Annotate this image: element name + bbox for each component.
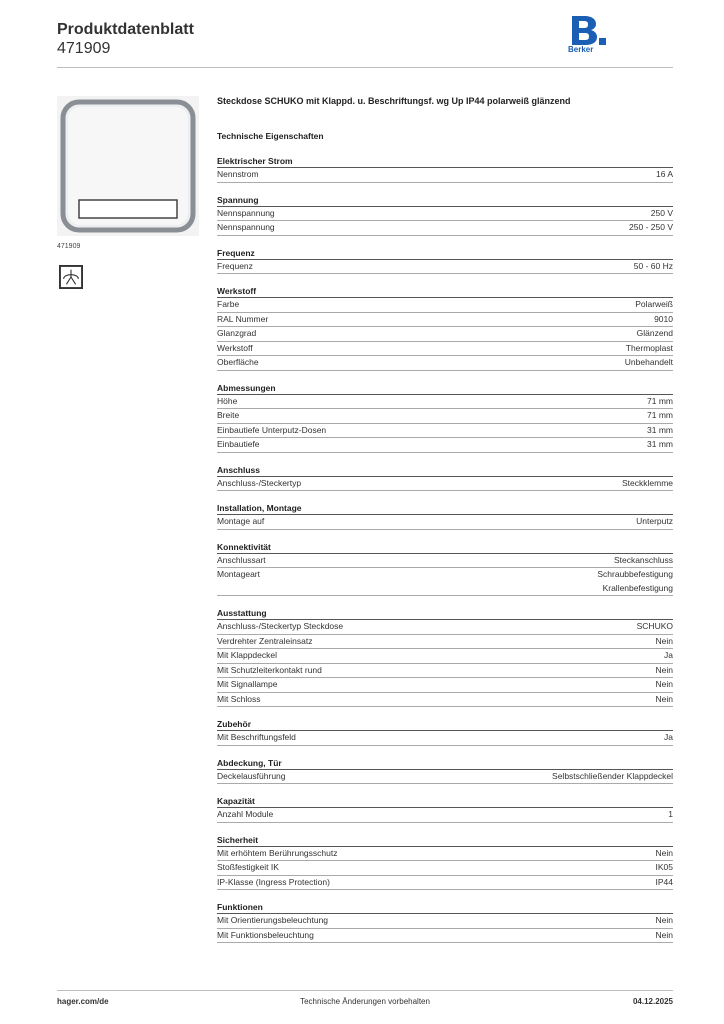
- section-title: Sicherheit: [217, 835, 673, 847]
- section-title: Werkstoff: [217, 286, 673, 298]
- spec-value: [656, 876, 674, 890]
- spec-label: Einbautiefe: [217, 439, 260, 449]
- spec-value-line: 250 - 250 V: [629, 222, 673, 232]
- spec-label: Breite: [217, 410, 240, 420]
- spec-value: [629, 221, 673, 235]
- spec-section: [217, 608, 673, 707]
- spec-label: Mit Signallampe: [217, 679, 278, 689]
- spec-label: Anschluss-/Steckertyp Steckdose: [217, 621, 344, 631]
- spec-value: [635, 298, 673, 312]
- spec-value: [552, 770, 673, 784]
- spec-section: [217, 248, 673, 275]
- spec-row: [217, 770, 673, 785]
- spec-value: [656, 693, 673, 707]
- spec-value: [656, 929, 673, 943]
- spec-row: [217, 327, 673, 342]
- spec-row: [217, 847, 673, 862]
- spec-value-line: Schraubbefestigung: [597, 569, 673, 579]
- spec-value: [634, 260, 673, 274]
- spec-value: [654, 313, 673, 327]
- spec-row: [217, 409, 673, 424]
- spec-value: [656, 168, 673, 182]
- spec-value-line: Steckklemme: [621, 477, 673, 488]
- section-title: Kapazität: [217, 796, 673, 808]
- footer-website: hager.com/de: [57, 997, 109, 1006]
- section-title: Zubehör: [217, 719, 673, 731]
- spec-value: [668, 808, 673, 822]
- spec-section: [217, 796, 673, 823]
- spec-label: Mit erhöhtem Berührungsschutz: [217, 847, 338, 858]
- spec-label: Mit Schloss: [217, 693, 261, 704]
- spec-value-line: Unbehandelt: [624, 357, 673, 367]
- section-title: Anschluss: [217, 465, 673, 477]
- spec-section: [217, 383, 673, 453]
- spec-value: [656, 861, 674, 875]
- spec-label: Einbautiefe Unterputz-Dosen: [217, 424, 327, 435]
- spec-row: [217, 298, 673, 313]
- spec-value-line: 9010: [654, 313, 673, 324]
- spec-section: [217, 286, 673, 371]
- spec-section: [217, 465, 673, 492]
- spec-label: Farbe: [217, 299, 240, 309]
- spec-value-line: Unterputz: [636, 516, 673, 526]
- spec-value: [626, 342, 673, 356]
- spec-row: [217, 342, 673, 357]
- spec-row: [217, 424, 673, 439]
- spec-value-line: Nein: [655, 929, 673, 940]
- spec-section: [217, 503, 673, 530]
- spec-row: [217, 207, 673, 222]
- spec-value-line: Polarweiß: [635, 299, 673, 309]
- footer-disclaimer: Technische Änderungen vorbehalten: [300, 997, 430, 1006]
- spec-row: [217, 914, 673, 929]
- section-title: Konnektivität: [217, 542, 673, 554]
- spec-row: [217, 693, 673, 708]
- spec-value: [656, 678, 673, 692]
- document-header: [57, 20, 194, 58]
- spec-value-line: Thermoplast: [625, 342, 673, 353]
- spec-row: [217, 260, 673, 275]
- spec-value: [625, 356, 673, 370]
- spec-value-line: IK05: [655, 862, 673, 872]
- spec-row: [217, 477, 673, 492]
- spec-label: Anschluss-/Steckertyp: [217, 477, 302, 488]
- spec-value: [647, 438, 673, 452]
- spec-row: [217, 554, 673, 569]
- spec-row: [217, 731, 673, 746]
- spec-value-line: 250 V: [650, 207, 673, 218]
- spec-label: Glanzgrad: [217, 328, 257, 338]
- spec-value: [637, 620, 673, 634]
- spec-label: Mit Beschriftungsfeld: [217, 732, 296, 742]
- article-number: 471909: [57, 40, 111, 57]
- spec-label: Montage auf: [217, 516, 265, 526]
- footer-date: 04.12.2025: [632, 997, 673, 1006]
- spec-value-line: Nein: [655, 693, 673, 704]
- spec-value-line: 71 mm: [647, 395, 673, 406]
- spec-label: Nennstrom: [217, 169, 259, 179]
- spec-value: [647, 395, 673, 409]
- spec-label: Deckelausführung: [217, 770, 286, 781]
- spec-row: [217, 168, 673, 183]
- section-title: Frequenz: [217, 248, 673, 260]
- section-title: Elektrischer Strom: [217, 156, 673, 168]
- spec-row: [217, 861, 673, 876]
- header-divider: [57, 67, 673, 68]
- spec-label: Mit Orientierungsbeleuchtung: [217, 915, 329, 925]
- spec-label: Montageart: [217, 569, 260, 579]
- spec-value: [664, 731, 673, 745]
- spec-label: Anzahl Module: [217, 809, 274, 819]
- spec-label: Mit Funktionsbeleuchtung: [217, 929, 314, 940]
- spec-label: Anschlussart: [217, 554, 266, 565]
- spec-row: [217, 515, 673, 530]
- spec-section: [217, 719, 673, 746]
- spec-value: [597, 568, 673, 595]
- spec-label: RAL Nummer: [217, 313, 269, 324]
- spec-value-line: Nein: [655, 915, 673, 925]
- spec-value-line: Nein: [655, 847, 673, 858]
- section-title: Ausstattung: [217, 608, 673, 620]
- spec-label: Höhe: [217, 395, 238, 406]
- spec-row: [217, 438, 673, 453]
- spec-value-line: Selbstschließender Klappdeckel: [552, 770, 673, 781]
- spec-value: [656, 635, 673, 649]
- section-title: Abdeckung, Tür: [217, 758, 673, 770]
- spec-section: [217, 195, 673, 236]
- section-title: Abmessungen: [217, 383, 673, 395]
- spec-row: [217, 929, 673, 944]
- spec-label: Stoßfestigkeit IK: [217, 862, 279, 872]
- spec-section: [217, 835, 673, 891]
- spec-value-line: Nein: [655, 635, 673, 646]
- spec-value-line: 31 mm: [647, 439, 673, 449]
- spec-section: [217, 902, 673, 943]
- footer-divider: [57, 990, 673, 991]
- spec-row: [217, 395, 673, 410]
- spec-row: [217, 808, 673, 823]
- spec-section: [217, 156, 673, 183]
- spec-row: [217, 678, 673, 693]
- spec-row: [217, 620, 673, 635]
- brand-name: Berker: [568, 45, 594, 54]
- spec-value-line: 50 - 60 Hz: [633, 260, 673, 271]
- spec-value-line: Krallenbefestigung: [602, 582, 673, 593]
- spec-label: Mit Klappdeckel: [217, 650, 278, 660]
- spec-value: [664, 649, 673, 663]
- spec-value: [637, 327, 673, 341]
- spec-value-line: Nein: [655, 679, 673, 689]
- spec-label: Nennspannung: [217, 207, 275, 218]
- spec-value: [656, 847, 673, 861]
- spec-value: [651, 207, 673, 221]
- spec-table: [217, 156, 673, 955]
- spec-value: [614, 554, 673, 568]
- spec-row: [217, 356, 673, 371]
- spec-label: IP-Klasse (Ingress Protection): [217, 876, 330, 887]
- spec-value-line: IP44: [655, 876, 673, 887]
- spec-value-line: Ja: [664, 650, 673, 660]
- document-title: Produktdatenblatt: [57, 21, 194, 38]
- image-caption: 471909: [57, 243, 81, 250]
- spec-row: [217, 664, 673, 679]
- spec-value: [647, 424, 673, 438]
- spec-value-line: Steckanschluss: [613, 554, 673, 565]
- spec-value: [656, 914, 673, 928]
- spec-row: [217, 313, 673, 328]
- spec-value-line: Glänzend: [636, 328, 673, 338]
- spec-value-line: SCHUKO: [636, 621, 673, 631]
- tech-properties-heading: Technische Eigenschaften: [217, 131, 324, 141]
- spec-value-line: 16 A: [655, 169, 673, 179]
- section-title: Spannung: [217, 195, 673, 207]
- spec-section: [217, 758, 673, 785]
- spec-label: Oberfläche: [217, 357, 259, 367]
- spec-section: [217, 542, 673, 597]
- spec-value: [622, 477, 673, 491]
- spec-label: Verdrehter Zentraleinsatz: [217, 635, 313, 646]
- spec-row: [217, 635, 673, 650]
- spec-value-line: Nein: [655, 664, 673, 675]
- spec-label: Werkstoff: [217, 342, 253, 353]
- spec-row: [217, 221, 673, 236]
- spec-label: Nennspannung: [217, 222, 275, 232]
- spec-row: [217, 876, 673, 891]
- product-image: [57, 96, 199, 236]
- spec-value-line: Ja: [664, 732, 673, 742]
- spec-label: Mit Schutzleiterkontakt rund: [217, 664, 322, 675]
- spec-value: [636, 515, 673, 529]
- spec-value-line: 1: [668, 809, 673, 819]
- spec-value: [656, 664, 673, 678]
- spec-value: [647, 409, 673, 423]
- section-title: Funktionen: [217, 902, 673, 914]
- section-title: Installation, Montage: [217, 503, 673, 515]
- spec-value-line: 31 mm: [647, 424, 673, 435]
- spec-label: Frequenz: [217, 260, 253, 271]
- socket-symbol-icon: [59, 265, 83, 289]
- product-description: Steckdose SCHUKO mit Klappd. u. Beschriftungsf. wg Up IP44 polarweiß glänzend: [217, 96, 571, 106]
- spec-row: [217, 649, 673, 664]
- spec-row: [217, 568, 673, 596]
- spec-value-line: 71 mm: [647, 410, 673, 420]
